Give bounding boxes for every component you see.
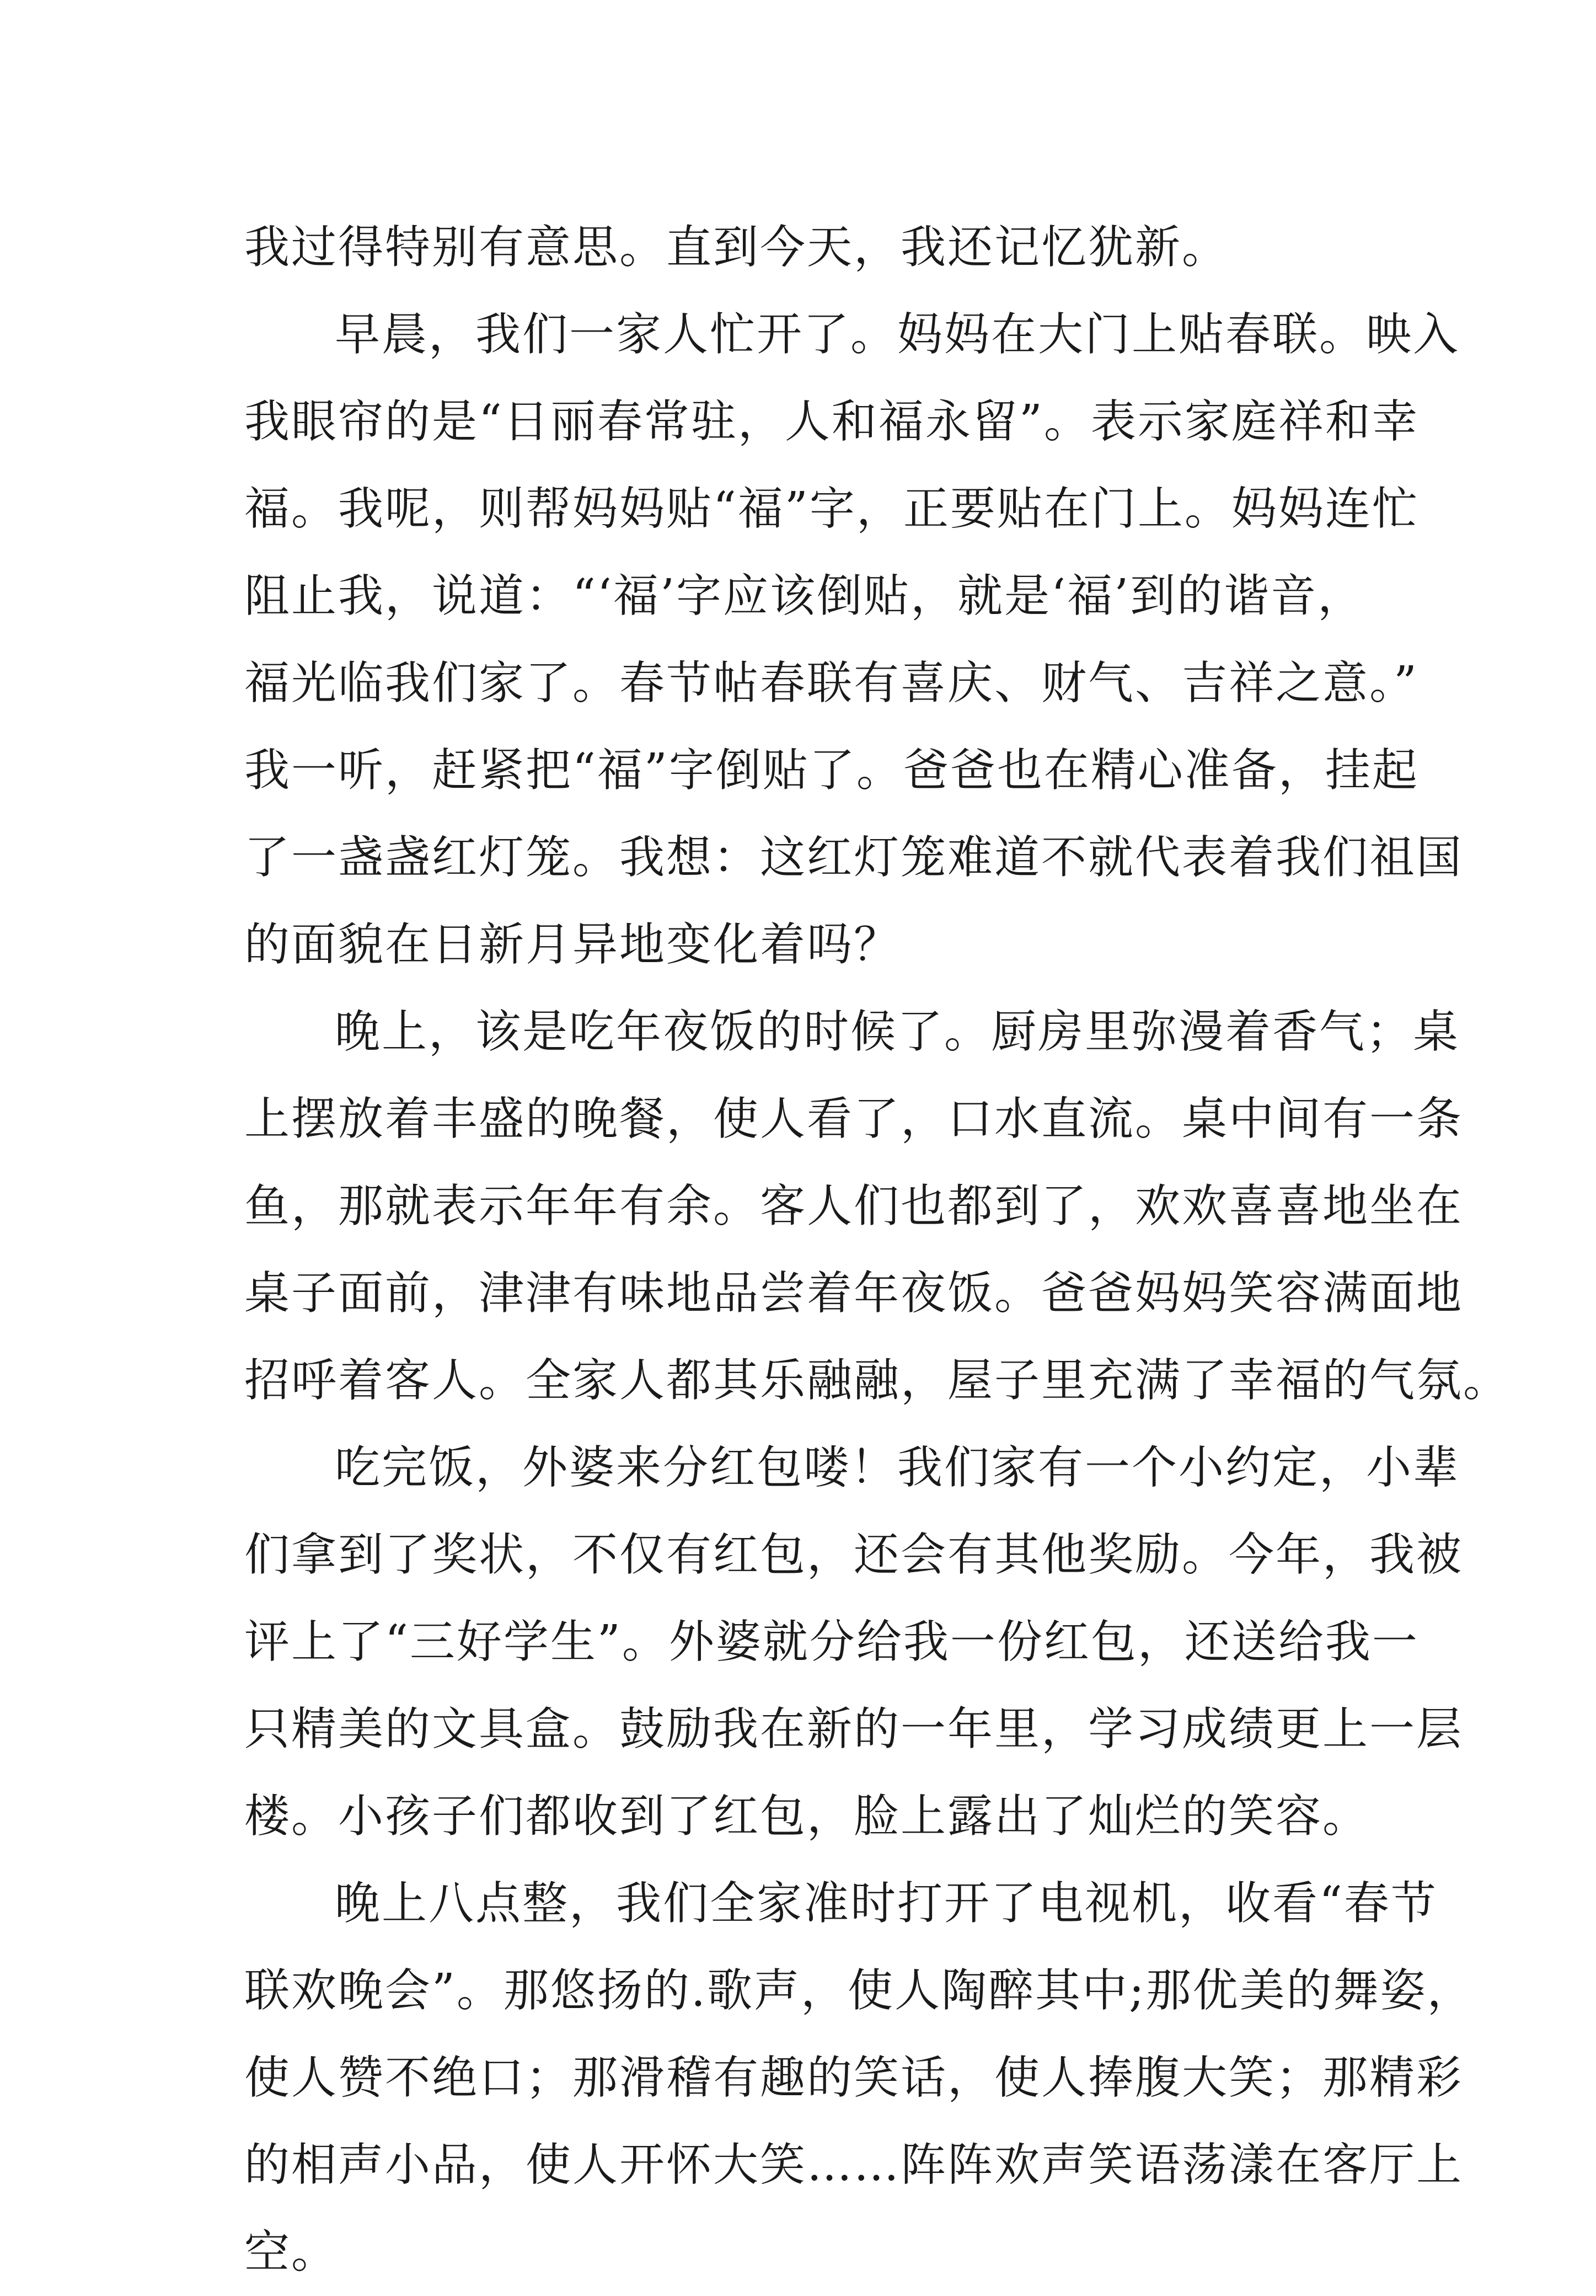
- text-line: 们拿到了奖状，不仅有红包，还会有其他奖励。今年，我被: [244, 1529, 1464, 1581]
- text-line: 我眼帘的是“日丽春常驻，人和福永留”。表示家庭祥和幸: [244, 396, 1419, 448]
- text-line: 只精美的文具盒。鼓励我在新的一年里，学习成绩更上一层: [244, 1703, 1464, 1755]
- text-line: 早晨，我们一家人忙开了。妈妈在大门上贴春联。映入: [335, 308, 1460, 361]
- text-line: 福。我呢，则帮妈妈贴“福”字，正要贴在门上。妈妈连忙: [244, 483, 1419, 535]
- text-line: 上摆放着丰盛的晚餐，使人看了，口水直流。桌中间有一条: [244, 1093, 1464, 1145]
- text-line: 吃完饭，外婆来分红包喽！我们家有一个小约定，小辈: [335, 1441, 1460, 1494]
- text-line: 招呼着客人。全家人都其乐融融，屋子里充满了幸福的气氛。: [244, 1354, 1511, 1407]
- text-line: 福光临我们家了。春节帖春联有喜庆、财气、吉祥之意。”: [244, 657, 1418, 709]
- text-line: 鱼，那就表示年年有余。客人们也都到了，欢欢喜喜地坐在: [244, 1180, 1464, 1232]
- text-line: 阻止我，说道：“‘福’字应该倒贴，就是‘福’到的谐音，: [244, 570, 1365, 622]
- text-line: 晚上，该是吃年夜饭的时候了。厨房里弥漫着香气；桌: [335, 1006, 1460, 1058]
- text-line: 评上了“三好学生”。外婆就分给我一份红包，还送给我一: [244, 1616, 1419, 1668]
- essay-body: [244, 204, 1511, 2296]
- text-line: 我一听，赶紧把“福”字倒贴了。爸爸也在精心准备，挂起: [244, 744, 1419, 797]
- text-line: 的相声小品，使人开怀大笑……阵阵欢声笑语荡漾在客厅上: [244, 2139, 1464, 2191]
- text-line: 空。: [244, 2226, 339, 2278]
- text-line: 使人赞不绝口；那滑稽有趣的笑话，使人捧腹大笑；那精彩: [244, 2052, 1464, 2104]
- text-line: 楼。小孩子们都收到了红包，脸上露出了灿烂的笑容。: [244, 1790, 1370, 1843]
- text-line: 桌子面前，津津有味地品尝着年夜饭。爸爸妈妈笑容满面地: [244, 1267, 1464, 1320]
- text-line: 了一盏盏红灯笼。我想：这红灯笼难道不就代表着我们祖国: [244, 831, 1464, 884]
- text-line: 的面貌在日新月异地变化着吗？: [244, 919, 901, 971]
- text-line: 联欢晚会”。那悠扬的.歌声，使人陶醉其中;那优美的舞姿，: [244, 1964, 1474, 2017]
- text-line: 晚上八点整，我们全家准时打开了电视机，收看“春节: [335, 1877, 1438, 1930]
- text-line: 我过得特别有意思。直到今天，我还记忆犹新。: [244, 221, 1229, 274]
